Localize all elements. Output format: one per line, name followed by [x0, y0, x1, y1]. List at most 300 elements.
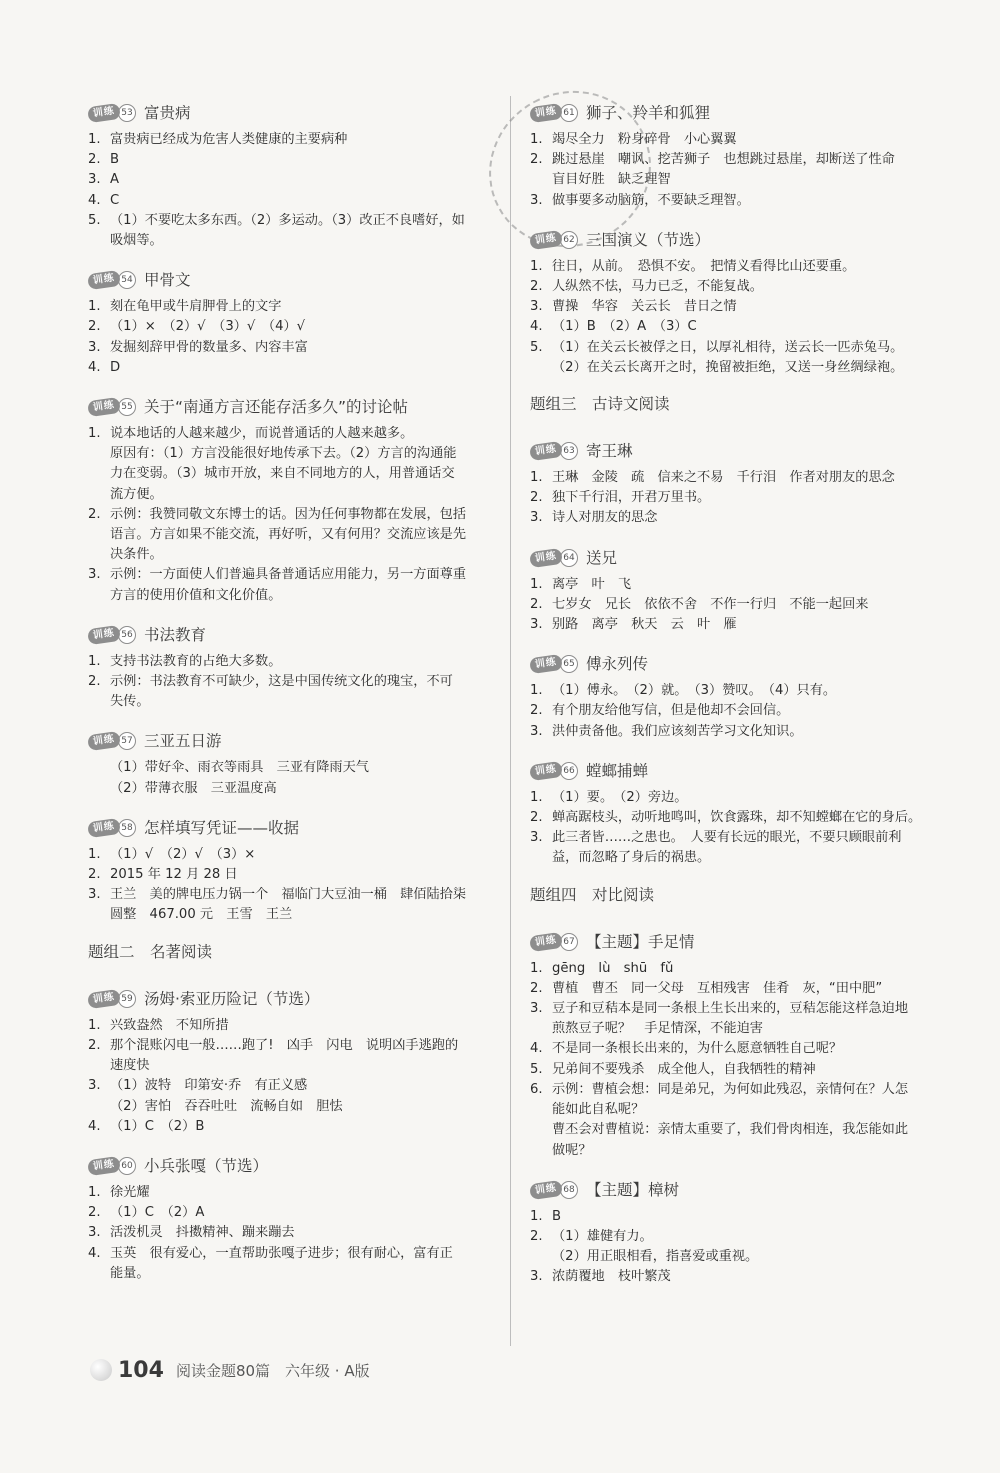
- answer-line: [88, 1183, 488, 1203]
- answer-line: [88, 905, 488, 925]
- answer-text: 决条件。: [110, 547, 163, 563]
- answer-line: [530, 468, 940, 488]
- book-title: 阅读金题80篇 六年级 · A版: [175, 1361, 370, 1380]
- answer-number: 2.: [88, 1205, 101, 1221]
- answer-line: [530, 615, 940, 635]
- exercise-header: [88, 815, 488, 841]
- answer-number: 2.: [88, 319, 101, 335]
- answer-number: 3.: [530, 1269, 543, 1285]
- answer-number: [88, 1264, 110, 1284]
- answer-number: 1.: [530, 576, 543, 592]
- answer-number: 1.: [530, 132, 543, 147]
- exercise-header: [88, 728, 488, 754]
- exercise-block: [88, 622, 488, 713]
- answer-text: 示例：一方面使人们普遍具备普通话应用能力，另一方面尊重: [110, 567, 467, 583]
- training-badge: 训练: [87, 818, 121, 838]
- answer-number: [88, 586, 110, 606]
- answer-text: 那个混账闪电一般……跑了! 凶手 闪电 说明凶手逃跑的: [110, 1037, 459, 1053]
- exercise-block: [530, 100, 940, 211]
- answer-line: [88, 485, 488, 505]
- answer-text: 失传。: [110, 694, 150, 710]
- answer-line: [530, 1100, 940, 1120]
- answer-text: 活泼机灵 抖擞精神、蹦来蹦去: [110, 1225, 295, 1241]
- left-column: [88, 100, 488, 1300]
- answer-line: [530, 681, 940, 701]
- exercise-title: 小兵张嘎（节选）: [144, 1156, 269, 1175]
- answer-number: 5.: [530, 339, 543, 355]
- answer-text: 王兰 美的牌电压力锅一个 福临门大豆油一桶 肆佰陆拾柒: [110, 887, 467, 903]
- answer-line: [88, 865, 488, 885]
- column-divider: [510, 96, 511, 1346]
- answer-line: [88, 338, 488, 358]
- answer-number: 1.: [88, 653, 101, 669]
- answer-line: [88, 130, 488, 150]
- exercise-title: 寄王琳: [586, 441, 633, 460]
- answer-text: 刻在龟甲或牛肩胛骨上的文字: [110, 299, 282, 315]
- training-badge: 训练: [87, 270, 121, 290]
- answer-text: （2）带薄衣服 三亚温度高: [110, 780, 277, 796]
- answer-text: 别路 离亭 秋天 云 叶 雁: [552, 617, 737, 633]
- answer-text: 豆子和豆秸本是同一条根上生长出来的，豆秸怎能这样急迫地: [552, 1001, 909, 1017]
- answer-number: [88, 1056, 110, 1076]
- answer-text: 示例：我赞同敬文东博士的话。因为任何事物都在发展，包括: [110, 506, 467, 522]
- answer-number: [530, 358, 552, 378]
- answer-number: [530, 1120, 552, 1140]
- answer-number: 2.: [88, 506, 101, 522]
- exercise-title: 怎样填写凭证——收据: [144, 818, 300, 837]
- answer-line: [530, 701, 940, 721]
- answer-line: [88, 358, 488, 378]
- answer-line: [88, 565, 488, 585]
- answer-text: （1）带好伞、雨衣等雨具 三亚有降雨天气: [110, 760, 369, 776]
- answer-text: 原因有：（1）方言没能很好地传承下去。（2）方言的沟通能: [110, 446, 457, 462]
- answer-text: 浓荫覆地 枝叶繁茂: [552, 1269, 671, 1285]
- answer-line: [530, 999, 940, 1019]
- exercise-number: 64: [560, 549, 578, 567]
- answer-text: （1）B （2）A （3）C: [552, 319, 697, 335]
- training-badge: 训练: [529, 230, 563, 250]
- answer-line: [530, 979, 940, 999]
- answer-number: 1.: [530, 1208, 543, 1224]
- answer-line: [530, 191, 940, 211]
- exercise-title: 狮子、羚羊和狐狸: [586, 103, 711, 122]
- answer-number: 3.: [88, 1225, 101, 1241]
- exercise-number: 65: [560, 655, 578, 673]
- answer-text: 说本地话的人越来越少，而说普通话的人越来越多。: [110, 426, 414, 442]
- exercise-header: [530, 929, 940, 955]
- answer-number: 1.: [88, 1184, 101, 1200]
- answer-text: （1）√ （2）√ （3）×: [110, 846, 256, 862]
- answer-line: [88, 424, 488, 444]
- ball-icon: [90, 1359, 112, 1381]
- training-badge: 训练: [87, 103, 121, 123]
- answer-text: D: [110, 359, 121, 375]
- answer-number: [88, 525, 110, 545]
- exercise-title: 【主题】手足情: [586, 932, 695, 951]
- answer-line: [88, 586, 488, 606]
- exercise-title: 傅永列传: [586, 655, 649, 674]
- training-badge: 训练: [87, 989, 121, 1009]
- answer-number: 1.: [530, 258, 543, 274]
- exercise-block: [88, 394, 488, 606]
- exercise-number: 63: [560, 442, 578, 460]
- answer-line: [88, 150, 488, 170]
- answer-text: 跳过悬崖 嘲讽、挖苦狮子 也想跳过悬崖，却断送了性命: [552, 152, 895, 168]
- answer-line: [88, 1117, 488, 1137]
- answer-number: [530, 1100, 552, 1120]
- answer-text: 兴致盎然 不知所措: [110, 1017, 229, 1033]
- answer-text: 徐光耀: [110, 1184, 150, 1200]
- answer-line: [88, 525, 488, 545]
- exercise-block: [530, 1177, 940, 1288]
- training-badge: 训练: [529, 441, 563, 461]
- answer-number: [88, 905, 110, 925]
- answer-line: [530, 170, 940, 190]
- answer-text: 往日，从前。 恐惧不安。 把情义看得比山还要重。: [552, 258, 856, 274]
- answer-text: gēng lù shū fǔ: [552, 960, 674, 976]
- answer-line: [530, 788, 940, 808]
- answer-number: [88, 231, 110, 251]
- answer-line: [88, 845, 488, 865]
- answer-number: 1.: [88, 846, 101, 862]
- answer-number: 1.: [530, 789, 543, 805]
- answer-text: 人纵然不怯，马力已乏，不能复战。: [552, 279, 763, 295]
- answer-number: 6.: [530, 1081, 543, 1097]
- answer-line: [88, 1244, 488, 1264]
- answer-text: 方言的使用价值和文化价值。: [110, 587, 282, 603]
- exercise-header: [530, 1177, 940, 1203]
- answer-line: [88, 758, 488, 778]
- answer-number: 3.: [530, 1001, 543, 1017]
- answer-number: 3.: [88, 1078, 101, 1094]
- training-badge: 训练: [529, 654, 563, 674]
- answer-number: [88, 1097, 110, 1117]
- exercise-block: [530, 651, 940, 742]
- answer-number: 2.: [530, 490, 543, 506]
- training-badge: 训练: [529, 761, 563, 781]
- exercise-number: 56: [118, 626, 136, 644]
- exercise-title: 富贵病: [144, 103, 191, 122]
- exercise-block: [88, 100, 488, 251]
- exercise-block: [530, 929, 940, 1161]
- answer-number: 2.: [88, 867, 101, 883]
- answer-text: 不是同一条根长出来的，为什么愿意牺牲自己呢？: [552, 1041, 843, 1057]
- answer-text: B: [552, 1208, 562, 1224]
- section-heading: 题组三 古诗文阅读: [530, 395, 670, 414]
- answer-number: 2.: [88, 1037, 101, 1053]
- answer-text: 玉英 很有爱心，一直帮助张嘎子进步；很有耐心，富有正: [110, 1245, 453, 1261]
- answer-text: （1）雄健有力。: [552, 1228, 653, 1244]
- answer-text: 语言。方言如果不能交流，再好听，又有何用？交流应该是先: [110, 527, 467, 543]
- answer-line: [88, 1223, 488, 1243]
- answer-number: [88, 692, 110, 712]
- training-badge: 训练: [529, 932, 563, 952]
- answer-line: [530, 257, 940, 277]
- answer-text: 做呢？: [552, 1142, 592, 1158]
- answer-text: 盲目好胜 缺乏理智: [552, 172, 671, 188]
- answer-text: 能如此自私呢？: [552, 1102, 645, 1118]
- answer-number: 1.: [530, 470, 543, 486]
- exercise-number: 67: [560, 933, 578, 951]
- answer-text: （1）要。 （2）旁边。: [552, 789, 688, 805]
- exercise-title: 甲骨文: [144, 271, 191, 290]
- training-badge: 训练: [87, 397, 121, 417]
- exercise-header: [88, 267, 488, 293]
- exercise-header: [530, 438, 940, 464]
- exercise-title: 【主题】樟树: [586, 1180, 680, 1199]
- section-heading: 题组四 对比阅读: [530, 885, 655, 904]
- exercise-block: [88, 986, 488, 1137]
- exercise-number: 62: [560, 231, 578, 249]
- answer-number: [88, 464, 110, 484]
- exercise-header: [88, 100, 488, 126]
- answer-line: [530, 338, 940, 358]
- exercise-title: 书法教育: [144, 625, 207, 644]
- answer-number: 2.: [88, 152, 101, 168]
- answer-text: （2）害怕 吞吞吐吐 流畅自如 胆怯: [110, 1098, 343, 1114]
- answer-text: （2）用正眼相看，指喜爱或重视。: [552, 1249, 759, 1265]
- answer-line: [530, 488, 940, 508]
- answer-number: 3.: [530, 510, 543, 526]
- answer-text: 流方便。: [110, 486, 163, 502]
- answer-number: 5.: [530, 1061, 543, 1077]
- answer-text: 做事要多动脑筋，不要缺乏理智。: [552, 192, 750, 208]
- answer-text: 速度快: [110, 1058, 150, 1074]
- answer-line: [88, 672, 488, 692]
- answer-number: 2.: [530, 596, 543, 612]
- answer-line: [88, 297, 488, 317]
- answer-line: [88, 885, 488, 905]
- answer-text: 七岁女 兄长 依依不舍 不作一行归 不能一起回来: [552, 596, 869, 612]
- exercise-number: 59: [118, 990, 136, 1008]
- answer-number: 2.: [530, 152, 543, 168]
- answer-text: 诗人对朋友的思念: [552, 510, 658, 526]
- exercise-title: 三亚五日游: [144, 732, 222, 751]
- answer-line: [88, 231, 488, 251]
- answer-number: 3.: [88, 887, 101, 903]
- answer-line: [530, 722, 940, 742]
- answer-line: [530, 808, 940, 828]
- answer-line: [88, 211, 488, 231]
- page-number: 104: [118, 1357, 164, 1383]
- exercise-header: [88, 1153, 488, 1179]
- answer-text: （1）C （2）B: [110, 1118, 205, 1134]
- answer-text: 有个朋友给他写信，但是他却不会回信。: [552, 703, 790, 719]
- answer-number: [530, 170, 552, 190]
- exercise-number: 60: [118, 1157, 136, 1175]
- training-badge: 训练: [529, 547, 563, 567]
- page-footer: [90, 1355, 370, 1385]
- answer-text: 兄弟间不要残杀 成全他人，自我牺牲的精神: [552, 1061, 816, 1077]
- exercise-header: [88, 622, 488, 648]
- exercise-block: [530, 545, 940, 636]
- answer-number: 4.: [88, 359, 101, 375]
- exercise-number: 53: [118, 104, 136, 122]
- answer-number: 4.: [530, 319, 543, 335]
- exercise-title: 螳螂捕蝉: [586, 761, 649, 780]
- answer-line: [530, 1141, 940, 1161]
- answer-line: [88, 170, 488, 190]
- answer-text: （1）傅永。 （2）就。 （3）赞叹。 （4）只有。: [552, 683, 837, 699]
- answer-line: [88, 505, 488, 525]
- answer-line: [530, 848, 940, 868]
- answer-line: [530, 1247, 940, 1267]
- answer-line: [530, 508, 940, 528]
- answer-text: 示例：书法教育不可缺少，这是中国传统文化的瑰宝，不可: [110, 674, 453, 690]
- answer-text: （1）在关云长被俘之日，以厚礼相待，送云长一匹赤兔马。: [552, 339, 904, 355]
- answer-number: 3.: [88, 339, 101, 355]
- exercise-title: 送兄: [586, 548, 618, 567]
- exercise-block: [88, 728, 488, 798]
- answer-number: 2.: [530, 703, 543, 719]
- answer-number: [530, 848, 552, 868]
- exercise-header: [88, 394, 488, 420]
- answer-line: [530, 1019, 940, 1039]
- answer-text: （1）波特 印第安·乔 有正义感: [110, 1078, 308, 1094]
- answer-number: [88, 545, 110, 565]
- answer-number: 4.: [530, 1041, 543, 1057]
- answer-line: [88, 317, 488, 337]
- exercise-title: 汤姆·索亚历险记（节选）: [144, 989, 320, 1008]
- exercise-header: [530, 758, 940, 784]
- exercise-block: [530, 227, 940, 378]
- answer-number: 2.: [530, 980, 543, 996]
- answer-line: [88, 545, 488, 565]
- answer-number: [88, 485, 110, 505]
- answer-text: 竭尽全力 粉身碎骨 小心翼翼: [552, 132, 737, 147]
- answer-line: [88, 464, 488, 484]
- exercise-header: [530, 651, 940, 677]
- answer-line: [530, 358, 940, 378]
- exercise-title: 关于“南通方言还能存活多久”的讨论帖: [144, 397, 409, 416]
- answer-number: 1.: [530, 960, 543, 976]
- answer-text: 益，而忽略了身后的祸患。: [552, 850, 711, 866]
- exercise-title: 三国演义（节选）: [586, 230, 711, 249]
- answer-text: 圆整 467.00 元 王雪 王兰: [110, 907, 293, 923]
- answer-number: 3.: [530, 192, 543, 208]
- answer-text: （2）在关云长离开之时，挽留被拒绝，又送一身丝绸绿袍。: [552, 359, 904, 375]
- answer-line: [530, 1207, 940, 1227]
- answer-line: [530, 1227, 940, 1247]
- exercise-number: 66: [560, 762, 578, 780]
- answer-number: 3.: [530, 723, 543, 739]
- answer-number: 1.: [88, 1017, 101, 1033]
- answer-text: 离亭 叶 飞: [552, 576, 632, 592]
- answer-number: 4.: [88, 1118, 101, 1134]
- answer-number: 4.: [88, 192, 101, 208]
- answer-line: [88, 652, 488, 672]
- answer-text: A: [110, 172, 120, 188]
- exercise-block: [88, 1153, 488, 1284]
- exercise-header: [530, 545, 940, 571]
- answer-text: 支持书法教育的占绝大多数。: [110, 653, 282, 669]
- answer-text: 此三者皆……之患也。 人要有长远的眼光，不要只顾眼前利: [552, 830, 902, 846]
- answer-number: 2.: [530, 810, 543, 826]
- answer-text: B: [110, 152, 120, 168]
- answer-line: [530, 277, 940, 297]
- answer-line: [530, 150, 940, 170]
- answer-line: [530, 1039, 940, 1059]
- answer-number: 1.: [530, 683, 543, 699]
- answer-text: 煎熬豆子呢？ 手足情深，不能迫害: [552, 1021, 763, 1037]
- answer-number: [530, 1141, 552, 1161]
- answer-text: 示例：曹植会想：同是弟兄，为何如此残忍，亲情何在？人怎: [552, 1081, 909, 1097]
- exercise-block: [530, 758, 940, 869]
- answer-text: 王琳 金陵 疏 信来之不易 千行泪 作者对朋友的思念: [552, 470, 895, 486]
- answer-line: [88, 191, 488, 211]
- exercise-header: [530, 227, 940, 253]
- answer-line: [88, 1036, 488, 1056]
- answer-line: [88, 1203, 488, 1223]
- answer-number: 3.: [530, 299, 543, 315]
- training-badge: 训练: [87, 1156, 121, 1176]
- exercise-number: 58: [118, 819, 136, 837]
- exercise-number: 61: [560, 104, 578, 122]
- answer-line: [530, 1080, 940, 1100]
- answer-text: （1）不要吃太多东西。（2）多运动。（3）改正不良嗜好，如: [110, 212, 465, 228]
- answer-line: [530, 595, 940, 615]
- answer-line: [530, 575, 940, 595]
- answer-number: 4.: [88, 1245, 101, 1261]
- answer-line: [88, 1056, 488, 1076]
- exercise-number: 57: [118, 732, 136, 750]
- exercise-block: [530, 438, 940, 529]
- answer-line: [530, 297, 940, 317]
- exercise-number: 54: [118, 271, 136, 289]
- answer-line: [530, 1267, 940, 1287]
- answer-text: 2015 年 12 月 28 日: [110, 867, 238, 883]
- exercise-block: [88, 267, 488, 378]
- answer-number: 1.: [88, 299, 101, 315]
- answer-line: [88, 1016, 488, 1036]
- answer-number: [530, 1019, 552, 1039]
- answer-number: 2.: [530, 279, 543, 295]
- answer-line: [88, 1264, 488, 1284]
- answer-text: 曹操 华容 关云长 昔日之情: [552, 299, 737, 315]
- answer-number: 1.: [88, 426, 101, 442]
- answer-text: 洪仲责备他。我们应该刻苦学习文化知识。: [552, 723, 803, 739]
- answer-number: 2.: [530, 1228, 543, 1244]
- right-column: [530, 100, 940, 1304]
- answer-text: 力在变弱。（3）城市开放，来自不同地方的人，用普通话交: [110, 466, 455, 482]
- answer-text: 发掘刻辞甲骨的数量多、内容丰富: [110, 339, 308, 355]
- answer-number: 1.: [88, 132, 101, 147]
- exercise-block: [88, 815, 488, 926]
- answer-text: 独下千行泪，开君万里书。: [552, 490, 711, 506]
- answer-text: （1）C （2）A: [110, 1205, 205, 1221]
- exercise-header: [530, 100, 940, 126]
- answer-line: [530, 828, 940, 848]
- answer-text: 曹植 曹丕 同一父母 互相残害 佳肴 灰，“田中肥”: [552, 980, 883, 996]
- answer-number: 3.: [530, 830, 543, 846]
- answer-text: （1）× （2）√ （3）√ （4）√: [110, 319, 306, 335]
- answer-line: [530, 130, 940, 150]
- answer-line: [530, 317, 940, 337]
- answer-line: [530, 1060, 940, 1080]
- answer-line: [530, 959, 940, 979]
- answer-line: [88, 1097, 488, 1117]
- exercise-number: 55: [118, 398, 136, 416]
- answer-number: 2.: [88, 674, 101, 690]
- answer-number: [88, 779, 110, 799]
- training-badge: 训练: [87, 625, 121, 645]
- section-heading: 题组二 名著阅读: [88, 942, 213, 961]
- answer-line: [88, 444, 488, 464]
- answer-text: 富贵病已经成为危害人类健康的主要病种: [110, 132, 348, 147]
- exercise-header: [88, 986, 488, 1012]
- answer-number: 3.: [88, 172, 101, 188]
- answer-number: [88, 758, 110, 778]
